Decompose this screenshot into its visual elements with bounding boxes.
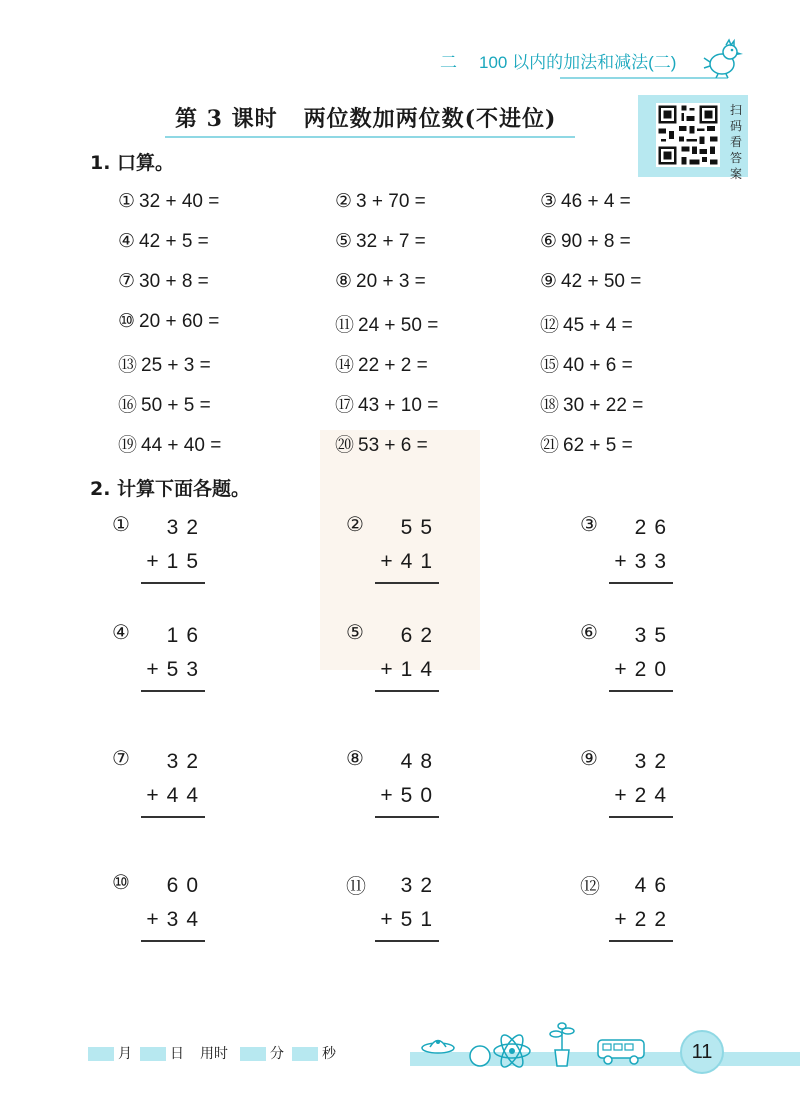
top-addend: 46 [634, 874, 674, 897]
problem-number: ⑥ [540, 230, 558, 252]
top-addend: 62 [400, 624, 440, 647]
vertical-problem [112, 870, 242, 954]
vertical-problem [112, 512, 242, 596]
vertical-problem [346, 874, 476, 954]
answer-line [609, 940, 673, 942]
problem-expression: 20 + 3 = [356, 271, 426, 292]
vertical-problem [580, 512, 710, 596]
problem-expression: 90 + 8 = [561, 231, 631, 252]
vertical-problem [580, 874, 710, 954]
problem-number: ⑮ [540, 354, 560, 376]
problem-expression: 45 + 4 = [563, 315, 633, 336]
problem-number: ⑤ [346, 620, 364, 644]
problem-expression: 42 + 50 = [561, 271, 642, 292]
top-addend: 32 [400, 874, 440, 897]
answer-line [141, 582, 205, 584]
day-label: 日 [170, 1046, 184, 1062]
problem-number: ⑤ [335, 230, 353, 252]
lesson-number: 第 3 课时 [175, 106, 278, 132]
problem-number: ③ [540, 190, 558, 212]
time-used-label: 用时 [200, 1046, 228, 1062]
top-addend: 35 [634, 624, 674, 647]
problem-number: ⑪ [346, 874, 366, 898]
problem-number: ④ [112, 620, 130, 644]
problem-number: ⑭ [335, 354, 355, 376]
problem-number: ⑬ [118, 354, 138, 376]
chick-mascot-icon [702, 38, 746, 78]
bus-icon [596, 1036, 646, 1066]
qr-label-char: 案 [729, 167, 742, 181]
oral-problem [118, 230, 209, 253]
problem-number: ⑨ [540, 270, 558, 292]
oral-problem [540, 390, 643, 417]
qr-code-icon[interactable] [656, 103, 720, 167]
answer-line [609, 690, 673, 692]
problem-number: ① [112, 512, 130, 536]
problem-number: ㉑ [540, 434, 560, 456]
minute-label: 分 [270, 1046, 284, 1062]
potted-plant-icon [545, 1022, 579, 1068]
bottom-addend: +34 [146, 908, 206, 931]
problem-expression: 53 + 6 = [358, 435, 428, 456]
problem-number: ⑫ [580, 874, 600, 898]
atom-icon [468, 1032, 534, 1070]
oral-problem [118, 190, 219, 213]
bottom-addend: +51 [380, 908, 440, 931]
answer-line [609, 816, 673, 818]
top-addend: 32 [634, 750, 674, 773]
top-addend: 48 [400, 750, 440, 773]
problem-number: ⑦ [118, 270, 136, 292]
unit-label: 二 [440, 53, 457, 72]
problem-number: ④ [118, 230, 136, 252]
problem-expression: 22 + 2 = [358, 355, 428, 376]
qr-label-char: 看 [729, 135, 742, 149]
problem-number: ② [346, 512, 364, 536]
qr-label-char: 答 [729, 151, 742, 165]
oral-problem [335, 390, 438, 417]
problem-expression: 3 + 70 = [356, 191, 426, 212]
problem-expression: 30 + 8 = [139, 271, 209, 292]
problem-expression: 25 + 3 = [141, 355, 211, 376]
minute-blank[interactable] [240, 1047, 266, 1061]
second-blank[interactable] [292, 1047, 318, 1061]
second-label: 秒 [322, 1046, 336, 1062]
oral-problem [335, 230, 426, 253]
problem-number: ② [335, 190, 353, 212]
bottom-addend: +15 [146, 550, 206, 573]
bottom-addend: +24 [614, 784, 674, 807]
problem-number: ⑫ [540, 314, 560, 336]
oral-problem [335, 190, 426, 213]
problem-expression: 20 + 60 = [139, 311, 220, 332]
qr-label-char: 码 [729, 119, 742, 133]
answer-line [141, 816, 205, 818]
day-blank[interactable] [140, 1047, 166, 1061]
oral-problem [540, 310, 633, 337]
problem-expression: 46 + 4 = [561, 191, 631, 212]
answer-line [141, 940, 205, 942]
problem-number: ⑰ [335, 394, 355, 416]
problem-expression: 32 + 40 = [139, 191, 220, 212]
problem-number: ⑪ [335, 314, 355, 336]
problem-number: ⑯ [118, 394, 138, 416]
lesson-topic: 两位数加两位数(不进位) [303, 106, 557, 132]
section1-heading: 1. 口算。 [90, 152, 175, 174]
problem-expression: 50 + 5 = [141, 395, 211, 416]
problem-number: ⑩ [112, 870, 130, 894]
problem-number: ⑲ [118, 434, 138, 456]
answer-line [375, 582, 439, 584]
lesson-title [175, 102, 556, 133]
qr-label [728, 102, 744, 182]
problem-number: ⑧ [335, 270, 353, 292]
top-addend: 55 [400, 516, 440, 539]
problem-number: ⑩ [118, 310, 136, 332]
problem-expression: 32 + 7 = [356, 231, 426, 252]
bottom-addend: +50 [380, 784, 440, 807]
title-rule [165, 136, 575, 138]
qr-label-char: 扫 [729, 103, 742, 117]
oral-problem [540, 350, 633, 377]
oral-problem [118, 270, 209, 293]
vertical-problem [112, 620, 242, 704]
oral-problem [335, 270, 426, 293]
chapter-title: 100 以内的加法和减法(二) [479, 53, 677, 72]
top-addend: 16 [166, 624, 206, 647]
problem-number: ⑦ [112, 746, 130, 770]
bottom-addend: +22 [614, 908, 674, 931]
top-addend: 32 [166, 516, 206, 539]
vertical-problem [580, 746, 710, 830]
oral-problem [335, 430, 428, 457]
month-label: 月 [118, 1046, 132, 1062]
problem-number: ⑳ [335, 434, 355, 456]
bottom-addend: +20 [614, 658, 674, 681]
problem-expression: 44 + 40 = [141, 435, 222, 456]
problem-expression: 30 + 22 = [563, 395, 644, 416]
vertical-problem [112, 746, 242, 830]
bottom-addend: +41 [380, 550, 440, 573]
ufo-icon [418, 1030, 458, 1060]
problem-number: ③ [580, 512, 598, 536]
vertical-problem [346, 746, 476, 830]
section2-heading: 2. 计算下面各题。 [90, 478, 251, 500]
oral-problem [540, 430, 633, 457]
problem-number: ⑨ [580, 746, 598, 770]
top-addend: 26 [634, 516, 674, 539]
answer-line [375, 940, 439, 942]
top-addend: 32 [166, 750, 206, 773]
problem-expression: 43 + 10 = [358, 395, 439, 416]
oral-problem [540, 230, 631, 253]
oral-problem [335, 310, 438, 337]
bottom-addend: +44 [146, 784, 206, 807]
answer-line [609, 582, 673, 584]
answer-line [375, 816, 439, 818]
problem-expression: 40 + 6 = [563, 355, 633, 376]
oral-problem [118, 430, 221, 457]
problem-number: ⑥ [580, 620, 598, 644]
problem-expression: 24 + 50 = [358, 315, 439, 336]
oral-problem [118, 390, 211, 417]
oral-problem [118, 310, 219, 333]
problem-number: ① [118, 190, 136, 212]
answer-line [375, 690, 439, 692]
vertical-problem [346, 620, 476, 704]
problem-expression: 42 + 5 = [139, 231, 209, 252]
bottom-addend: +14 [380, 658, 440, 681]
oral-problem [118, 350, 211, 377]
problem-number: ⑧ [346, 746, 364, 770]
oral-problem [335, 350, 428, 377]
vertical-problem [580, 620, 710, 704]
month-blank[interactable] [88, 1047, 114, 1061]
vertical-problem [346, 512, 476, 596]
oral-problem [540, 270, 641, 293]
chapter-header [440, 48, 676, 73]
problem-expression: 62 + 5 = [563, 435, 633, 456]
bottom-addend: +53 [146, 658, 206, 681]
answer-line [141, 690, 205, 692]
page-number: 11 [680, 1030, 724, 1074]
oral-problem [540, 190, 631, 213]
top-addend: 60 [166, 874, 206, 897]
bottom-addend: +33 [614, 550, 674, 573]
problem-number: ⑱ [540, 394, 560, 416]
